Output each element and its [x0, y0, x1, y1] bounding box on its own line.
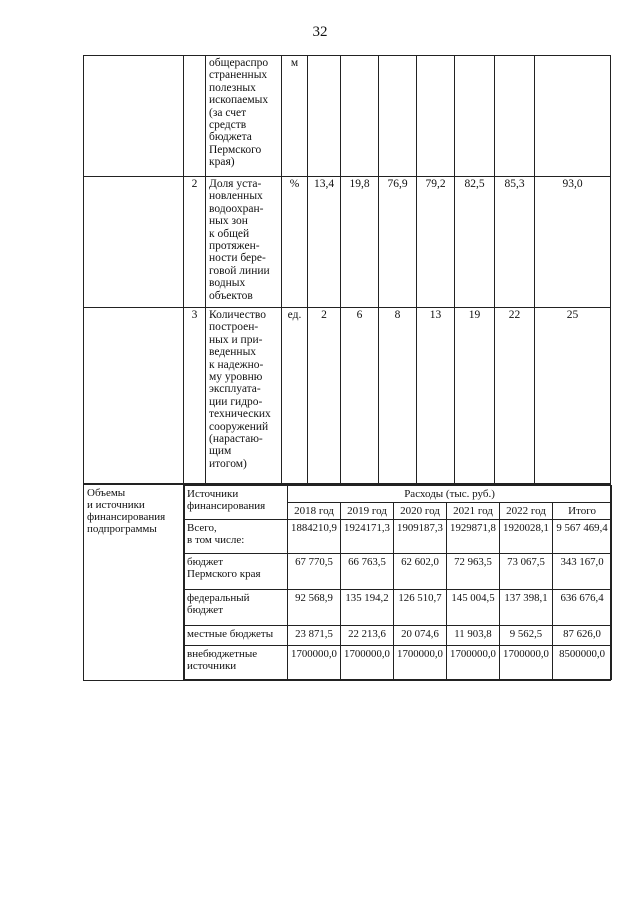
- indicator-value: 25: [535, 308, 611, 484]
- indicator-name-line: бюджета: [209, 131, 252, 144]
- indicator-name-line: (за счет: [209, 106, 247, 119]
- year-header: 2022 год: [500, 503, 553, 520]
- blank-cell: [84, 177, 184, 308]
- financing-value: 87 626,0: [553, 626, 612, 646]
- indicator-value: 13: [417, 308, 455, 484]
- indicator-name: [206, 56, 282, 177]
- indicator-name-line: ископаемых: [209, 94, 269, 107]
- financing-value: 636 676,4: [553, 590, 612, 626]
- indicator-row: [84, 308, 611, 484]
- indicator-row: [84, 56, 611, 177]
- indicator-name-line: (нарастаю-: [209, 433, 263, 446]
- indicator-name-line: протяжен-: [209, 240, 260, 253]
- indicator-value: 85,3: [495, 177, 535, 308]
- indicator-name-line: общераспро: [209, 57, 269, 69]
- financing-value: 145 004,5: [447, 590, 500, 626]
- indicator-name-line: водных: [209, 277, 246, 290]
- indicator-value: [417, 56, 455, 177]
- sources-header: [185, 486, 288, 520]
- financing-value: 9 562,5: [500, 626, 553, 646]
- indicator-name-line: водоохран-: [209, 202, 264, 215]
- financing-value: 8500000,0: [553, 646, 612, 680]
- indicator-value: 6: [341, 308, 379, 484]
- financing-header-row: [185, 486, 612, 503]
- indicator-unit: м: [282, 56, 308, 177]
- year-header: 2021 год: [447, 503, 500, 520]
- financing-value: 62 602,0: [394, 554, 447, 590]
- financing-source-label: [185, 554, 288, 590]
- financing-value: 126 510,7: [394, 590, 447, 626]
- financing-value: 22 213,6: [341, 626, 394, 646]
- indicator-name-line: страненных: [209, 69, 268, 82]
- indicator-value: 76,9: [379, 177, 417, 308]
- financing-source-label: [185, 520, 288, 554]
- indicator-name-line: сооружений: [209, 420, 269, 433]
- financing-value: 66 763,5: [341, 554, 394, 590]
- indicator-name: [206, 177, 282, 308]
- financing-source-line: внебюджетные: [187, 648, 258, 660]
- financing-source-line: Пермского края: [187, 568, 261, 580]
- indicator-value: 2: [308, 308, 341, 484]
- financing-source-line: местные бюджеты: [187, 628, 274, 640]
- section-label-line: подпрограммы: [87, 523, 157, 535]
- indicator-value: [535, 56, 611, 177]
- indicator-name-line: Доля уста-: [209, 178, 262, 190]
- financing-source-label: [185, 590, 288, 626]
- financing-row: [185, 590, 612, 626]
- indicator-name-line: средств: [209, 119, 247, 132]
- section-label-line: и источники: [87, 499, 145, 511]
- financing-value: 1929871,8: [447, 520, 500, 554]
- financing-source-line: бюджет: [187, 556, 223, 568]
- indicator-value: [495, 56, 535, 177]
- indicator-name-line: веденных: [209, 346, 257, 359]
- indicator-name-line: эксплуата-: [209, 383, 261, 396]
- indicator-value: [379, 56, 417, 177]
- financing-value: 1700000,0: [500, 646, 553, 680]
- indicator-value: 13,4: [308, 177, 341, 308]
- indicator-value: [341, 56, 379, 177]
- indicator-name-line: построен-: [209, 321, 259, 334]
- blank-cell: [84, 56, 184, 177]
- financing-value: 1700000,0: [341, 646, 394, 680]
- section-label-line: Объемы: [87, 487, 126, 499]
- financing-value: 137 398,1: [500, 590, 553, 626]
- indicator-value: 19: [455, 308, 495, 484]
- financing-value: 1700000,0: [394, 646, 447, 680]
- financing-source-line: в том числе:: [187, 534, 245, 546]
- financing-value: 1920028,1: [500, 520, 553, 554]
- indicator-unit: %: [282, 177, 308, 308]
- section-label-line: финансирования: [87, 511, 166, 523]
- indicator-value: [455, 56, 495, 177]
- financing-row: [185, 646, 612, 680]
- financing-row: [185, 520, 612, 554]
- year-header: 2020 год: [394, 503, 447, 520]
- financing-value: 73 067,5: [500, 554, 553, 590]
- financing-value: 11 903,8: [447, 626, 500, 646]
- financing-table: [184, 485, 612, 680]
- indicator-value: 19,8: [341, 177, 379, 308]
- indicator-name-line: ных зон: [209, 215, 248, 228]
- financing-source-line: федеральный: [187, 592, 250, 604]
- financing-value: 9 567 469,4: [553, 520, 612, 554]
- financing-value: 135 194,2: [341, 590, 394, 626]
- financing-value: 1700000,0: [288, 646, 341, 680]
- sources-header-line: финансирования: [187, 500, 266, 512]
- indicator-name-line: ных и при-: [209, 333, 263, 346]
- indicator-name-line: полезных: [209, 81, 256, 94]
- indicator-name-line: новленных: [209, 190, 263, 203]
- indicator-name: [206, 308, 282, 484]
- indicator-name-line: технических: [209, 408, 271, 421]
- indicator-name-line: говой линии: [209, 264, 270, 277]
- financing-source-label: [185, 626, 288, 646]
- indicator-name-line: края): [209, 156, 235, 169]
- financing-value: 1909187,3: [394, 520, 447, 554]
- financing-section: [83, 484, 611, 681]
- indicator-value: 93,0: [535, 177, 611, 308]
- indicator-name-line: ности бере-: [209, 252, 266, 265]
- year-header: 2019 год: [341, 503, 394, 520]
- financing-value: 67 770,5: [288, 554, 341, 590]
- indicator-name-line: к надежно-: [209, 358, 264, 371]
- financing-section-label: [84, 485, 184, 681]
- financing-source-line: Всего,: [187, 522, 217, 534]
- blank-cell: [84, 308, 184, 484]
- financing-row: [185, 554, 612, 590]
- financing-source-line: источники: [187, 660, 237, 672]
- financing-row: [185, 626, 612, 646]
- indicator-number: 2: [184, 177, 206, 308]
- indicator-value: 22: [495, 308, 535, 484]
- expenses-header: Расходы (тыс. руб.): [288, 486, 612, 503]
- financing-value: 343 167,0: [553, 554, 612, 590]
- indicator-name-line: щим: [209, 445, 232, 458]
- financing-value: 72 963,5: [447, 554, 500, 590]
- financing-value: 92 568,9: [288, 590, 341, 626]
- indicator-name-line: му уровню: [209, 371, 263, 384]
- indicator-unit: ед.: [282, 308, 308, 484]
- indicator-name-line: итогом): [209, 457, 247, 470]
- year-header: 2018 год: [288, 503, 341, 520]
- indicator-name-line: к общей: [209, 227, 250, 240]
- indicator-number: 3: [184, 308, 206, 484]
- financing-source-line: бюджет: [187, 604, 223, 616]
- year-header: Итого: [553, 503, 612, 520]
- sources-header-line: Источники: [187, 488, 239, 500]
- indicator-number: [184, 56, 206, 177]
- indicator-value: 79,2: [417, 177, 455, 308]
- financing-value: 1700000,0: [447, 646, 500, 680]
- financing-value: 1884210,9: [288, 520, 341, 554]
- indicator-name-line: ции гидро-: [209, 395, 263, 408]
- financing-value: 1924171,3: [341, 520, 394, 554]
- indicator-value: 82,5: [455, 177, 495, 308]
- indicator-name-line: объектов: [209, 289, 253, 302]
- indicator-name-line: Количество: [209, 309, 266, 321]
- financing-value: 23 871,5: [288, 626, 341, 646]
- indicator-value: [308, 56, 341, 177]
- financing-source-label: [185, 646, 288, 680]
- indicator-value: 8: [379, 308, 417, 484]
- indicator-row: [84, 177, 611, 308]
- page-number: 32: [312, 24, 328, 40]
- financing-value: 20 074,6: [394, 626, 447, 646]
- indicators-table: [83, 55, 611, 484]
- indicator-name-line: Пермского: [209, 143, 262, 156]
